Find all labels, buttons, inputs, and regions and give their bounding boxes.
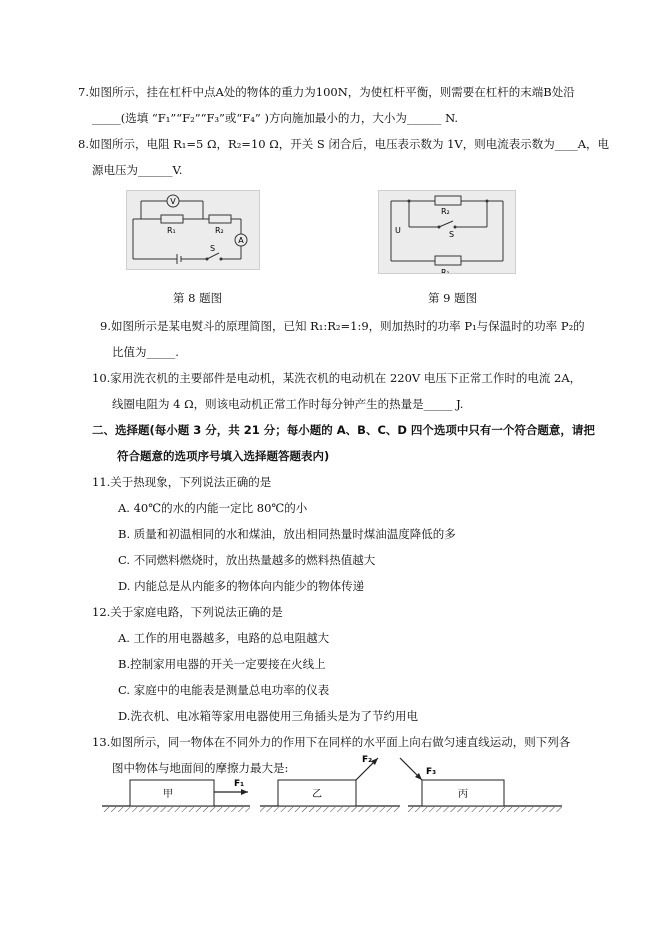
q12-option-b: B.控制家用电器的开关一定要接在火线上 xyxy=(118,657,326,671)
fig9-r2-label: R₂ xyxy=(441,207,450,216)
q12-option-d: D.洗衣机、电冰箱等家用电器使用三角插头是为了节约用电 xyxy=(118,709,418,723)
q8-line-1: 8.如图所示，电阻 R₁=5 Ω，R₂=10 Ω，开关 S 闭合后，电压表示数为 1V，则电流表示数为____A，电 xyxy=(78,137,610,151)
force-f2-label: F₂ xyxy=(362,755,373,765)
section-2-heading-line-1: 二、选择题(每小题 3 分，共 21 分；每小题的 A、B、C、D 四个选项中只有一个符合题意，请把 xyxy=(92,423,595,437)
force-f3-label: F₃ xyxy=(426,767,437,777)
block-2-label: 乙 xyxy=(312,789,322,800)
q7-line-1: 7.如图所示，挂在杠杆中点A处的物体的重力为100N，为使杠杆平衡，则需要在杠杆的末端B处沿 xyxy=(78,85,575,99)
q7-line-2: _____(选填 “F₁”“F₂”“F₃”或“F₄” )方向施加最小的力，大小为______ N. xyxy=(92,111,459,125)
block-1-label: 甲 xyxy=(163,789,173,800)
figure-13-blocks xyxy=(100,752,570,818)
q13-line-2: 图中物体与地面间的摩擦力最大是: xyxy=(112,761,289,775)
fig9-voltage-label: U xyxy=(395,226,401,235)
section-2-heading-line-2: 符合题意的选项序号填入选择题答题表内) xyxy=(117,449,330,463)
q9-line-2: 比值为_____. xyxy=(112,345,179,359)
q11-option-a: A. 40℃的水的内能一定比 80℃的小 xyxy=(118,501,308,515)
q11-stem: 11.关于热现象，下列说法正确的是 xyxy=(92,475,272,489)
fig8-r1-label: R₁ xyxy=(167,226,176,235)
fig9-r1-label: R₁ xyxy=(441,268,450,273)
q12-stem: 12.关于家庭电路，下列说法正确的是 xyxy=(92,605,283,619)
figure-9-caption: 第 9 题图 xyxy=(428,291,478,305)
fig9-switch-label: S xyxy=(449,230,455,239)
q12-option-a: A. 工作的用电器越多，电路的总电阻越大 xyxy=(118,631,330,645)
q11-option-c: C. 不同燃料燃烧时，放出热量越多的燃料热值越大 xyxy=(118,553,376,567)
figure-9-circuit xyxy=(378,190,516,274)
force-f1-label: F₁ xyxy=(234,779,245,789)
q10-line-1: 10.家用洗衣机的主要部件是电动机，某洗衣机的电动机在 220V 电压下正常工作时的电流 2A， xyxy=(92,371,582,385)
figure-8-caption: 第 8 题图 xyxy=(173,291,223,305)
fig8-switch-label: S xyxy=(210,244,216,253)
q8-line-2: 源电压为______V. xyxy=(92,163,183,177)
q10-line-2: 线圈电阻为 4 Ω，则该电动机正常工作时每分钟产生的热量是_____ J. xyxy=(112,397,464,411)
fig8-ammeter-label: A xyxy=(238,236,244,245)
fig8-r2-label: R₂ xyxy=(215,226,224,235)
q13-line-1: 13.如图所示，同一物体在不同外力的作用下在同样的水平面上向右做匀速直线运动，则下列各 xyxy=(92,735,571,749)
figure-8-circuit xyxy=(126,190,260,270)
q11-option-b: B. 质量和初温相同的水和煤油，放出相同热量时煤油温度降低的多 xyxy=(118,527,456,541)
fig8-voltmeter-label: V xyxy=(170,197,176,206)
q12-option-c: C. 家庭中的电能表是测量总电功率的仪表 xyxy=(118,683,330,697)
q9-line-1: 9.如图所示是某电熨斗的原理简图，已知 R₁:R₂=1:9，则加热时的功率 P₁与保温时的功率 P₂的 xyxy=(100,319,585,333)
q11-option-d: D. 内能总是从内能多的物体向内能少的物体传递 xyxy=(118,579,365,593)
block-3-label: 丙 xyxy=(458,789,468,800)
